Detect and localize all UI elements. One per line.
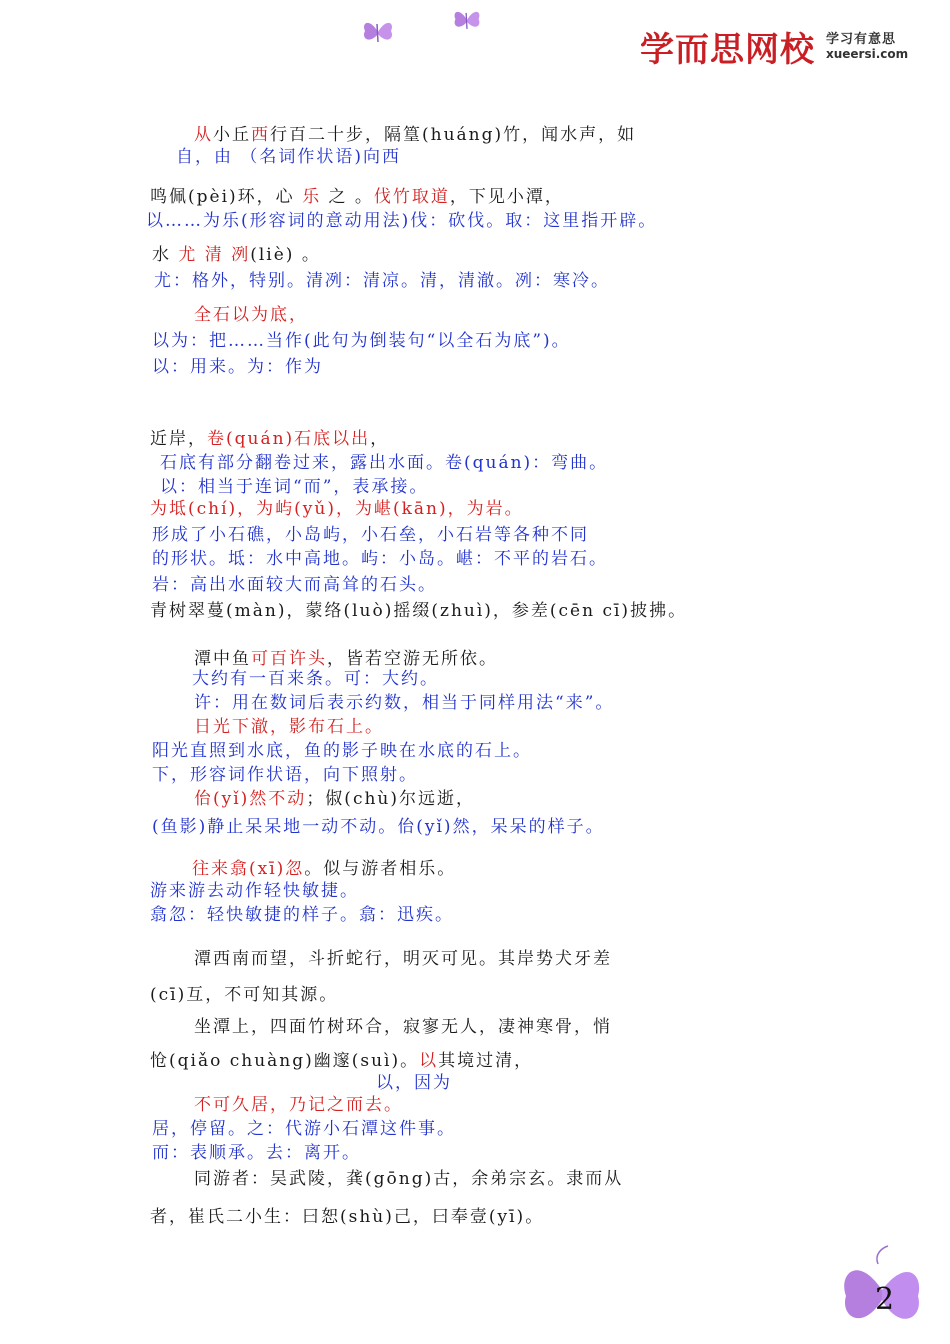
original-text: 近岸， xyxy=(150,429,207,449)
text-line xyxy=(152,548,608,570)
text-line xyxy=(150,1206,544,1228)
annotation-text: 以为：把……当作(此句为倒装句“以全石为底”)。 xyxy=(152,331,571,351)
text-line xyxy=(150,880,359,902)
text-line xyxy=(150,1050,533,1072)
original-text: 青树翠蔓(màn)，蒙络(luò)摇缀(zhuì)，参差(cēn cī)披拂。 xyxy=(150,601,688,621)
text-line xyxy=(194,648,498,670)
original-text: 小丘 xyxy=(213,125,251,145)
text-line xyxy=(150,904,454,926)
annotation-text: 居，停留。之：代游小石潭这件事。 xyxy=(152,1119,456,1139)
text-line xyxy=(194,304,308,326)
annotation-text: 尤：格外，特别。清冽：清凉。清，清澈。冽：寒冷。 xyxy=(154,271,610,291)
text-line xyxy=(194,948,612,970)
text-line xyxy=(192,668,439,690)
text-line xyxy=(192,858,456,880)
highlighted-text: 从 xyxy=(194,125,213,145)
annotation-text: 以：相当于连词“而”，表承接。 xyxy=(160,477,429,497)
text-line xyxy=(150,186,564,208)
highlighted-text: 可百许头 xyxy=(251,649,327,669)
original-text: (liè) 。 xyxy=(250,245,321,265)
annotation-text: 自，由 （名词作状语)向西 xyxy=(176,147,402,167)
text-line xyxy=(152,764,418,786)
highlighted-text: 不可久居，乃记之而去。 xyxy=(194,1095,403,1115)
logo-slogan: 学习有意思 xyxy=(826,32,897,47)
original-text: 水 xyxy=(152,245,179,265)
original-text: 心 xyxy=(275,187,303,207)
annotation-text: 大约有一百来条。可：大约。 xyxy=(192,669,439,689)
logo-url: xueersi.com xyxy=(826,47,909,61)
logo-text: 学而思网校 xyxy=(640,30,815,70)
original-text: ，皆若空游无所依。 xyxy=(327,649,498,669)
text-line xyxy=(194,692,614,714)
text-line xyxy=(152,574,437,596)
text-line xyxy=(194,716,384,738)
text-line xyxy=(176,146,401,168)
butterfly-icon xyxy=(360,14,396,50)
highlighted-text: 卷(quán)石底以出 xyxy=(207,429,371,449)
annotation-text: 以……为乐(形容词的意动用法)伐：砍伐。取：这里指开辟。 xyxy=(146,211,658,231)
highlighted-text: 伐竹取道 xyxy=(373,187,450,207)
text-line xyxy=(152,244,321,266)
highlighted-text: 全石以为底， xyxy=(194,305,308,325)
annotation-text: 阳光直照到水底，鱼的影子映在水底的石上。 xyxy=(152,741,532,761)
text-line xyxy=(146,210,657,232)
original-text: 同游者：吴武陵，龚(gōng)古，余弟宗玄。隶而从 xyxy=(194,1169,624,1189)
text-line xyxy=(152,330,571,352)
original-text: 坐潭上，四面竹树环合，寂寥无人，凄神寒骨，悄 xyxy=(194,1017,612,1037)
text-line xyxy=(194,124,636,146)
highlighted-text: 往来翕(xī)忽 xyxy=(192,859,305,879)
text-line xyxy=(160,452,608,474)
original-text: 其境过清， xyxy=(438,1051,534,1071)
text-line xyxy=(150,600,687,622)
original-text: 潭中鱼 xyxy=(194,649,251,669)
text-line xyxy=(160,476,428,498)
text-line xyxy=(152,816,605,838)
original-text: 之 。 xyxy=(321,187,374,207)
text-line xyxy=(150,428,389,450)
highlighted-text: 西 xyxy=(251,125,270,145)
annotation-text: 形成了小石礁，小岛屿，小石垒，小石岩等各种不同 xyxy=(152,525,589,545)
annotation-text: 游来游去动作轻快敏捷。 xyxy=(150,881,359,901)
text-line xyxy=(152,1142,361,1164)
annotation-text: 而：表顺承。去：离开。 xyxy=(152,1143,361,1163)
text-line xyxy=(194,788,475,810)
page-number: 2 xyxy=(875,1282,895,1317)
original-text: 怆(qiǎo chuàng)幽邃(suì)。 xyxy=(150,1051,420,1071)
text-line xyxy=(194,1094,403,1116)
highlighted-text: 日光下澈，影布石上。 xyxy=(194,717,384,737)
highlighted-text: 为坻(chí)，为屿(yǔ)，为嵁(kān)，为岩。 xyxy=(150,499,524,519)
annotation-text: 下，形容词作状语，向下照射。 xyxy=(152,765,418,785)
highlighted-text: 以 xyxy=(419,1051,439,1071)
text-line xyxy=(152,356,323,378)
annotation-text: 以：用来。为：作为 xyxy=(152,357,323,377)
annotation-text: 的形状。坻：水中高地。屿：小岛。嵁：不平的岩石。 xyxy=(152,549,608,569)
original-text: ；俶(chù)尔远逝， xyxy=(306,789,475,809)
text-line xyxy=(194,1016,612,1038)
annotation-text: 岩：高出水面较大而高耸的石头。 xyxy=(152,575,437,595)
highlighted-text: 佁(yǐ)然不动 xyxy=(194,789,307,809)
original-text: (cī)互，不可知其源。 xyxy=(150,985,339,1005)
highlighted-text: 乐 xyxy=(302,187,322,207)
text-line xyxy=(194,1168,623,1190)
butterfly-icon xyxy=(450,4,484,36)
original-text: 鸣佩(pèi)环， xyxy=(150,187,276,207)
annotation-text: 石底有部分翻卷过来，露出水面。卷(quán)：弯曲。 xyxy=(160,453,609,473)
original-text: 潭西南而望，斗折蛇行，明灭可见。其岸势犬牙差 xyxy=(194,949,612,969)
original-text: ， xyxy=(370,429,390,449)
highlighted-text: 尤 清 冽 xyxy=(178,245,251,265)
annotation-text: (鱼影)静止呆呆地一动不动。佁(yǐ)然，呆呆的样子。 xyxy=(152,817,605,837)
original-text: ，下见小潭， xyxy=(449,187,564,207)
text-line xyxy=(154,270,610,292)
text-line xyxy=(150,498,524,520)
text-line xyxy=(150,984,338,1006)
annotation-text: 翕忽：轻快敏捷的样子。翕：迅疾。 xyxy=(150,905,454,925)
original-text: 者，崔氏二小生：曰恕(shù)己，曰奉壹(yī)。 xyxy=(150,1207,545,1227)
text-line xyxy=(376,1072,452,1094)
text-line xyxy=(152,524,589,546)
original-text: 行百二十步，隔篁(huáng)竹，闻水声，如 xyxy=(270,125,637,145)
text-line xyxy=(152,740,532,762)
annotation-text: 许：用在数词后表示约数，相当于同样用法“来”。 xyxy=(194,693,615,713)
original-text: 。似与游者相乐。 xyxy=(304,859,457,879)
text-line xyxy=(152,1118,456,1140)
annotation-text: 以，因为 xyxy=(376,1073,452,1093)
